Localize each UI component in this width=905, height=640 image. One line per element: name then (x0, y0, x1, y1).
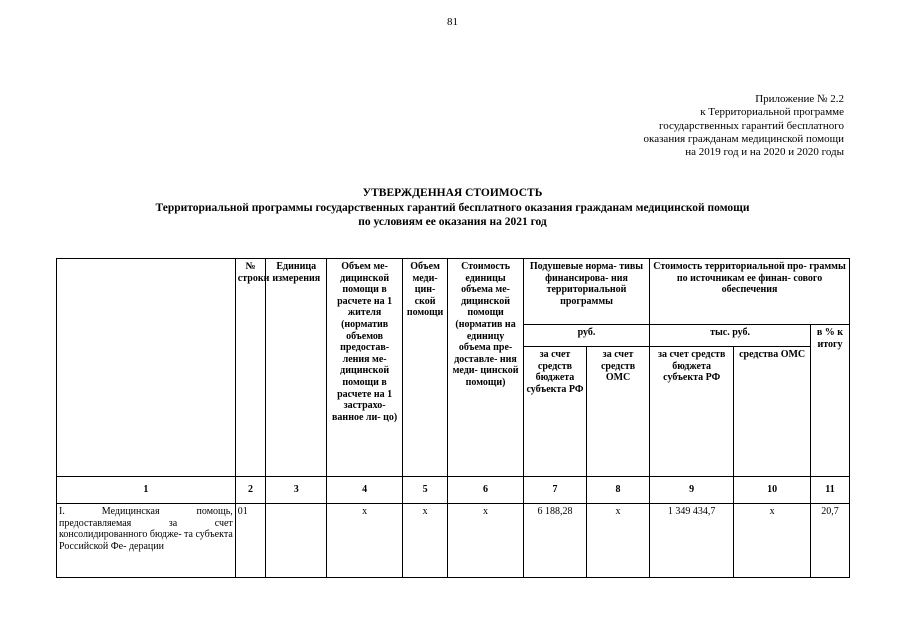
header-per-capita: Подушевые норма- тивы финансирова- ния территориальной программы (523, 259, 649, 325)
column-number: 10 (734, 477, 811, 504)
column-number: 7 (523, 477, 586, 504)
row-volume-per-resident: х (327, 504, 403, 578)
title-line-1: УТВЕРЖДЕННАЯ СТОИМОСТЬ (362, 187, 543, 199)
column-numbers-row (57, 477, 850, 504)
row-volume: х (402, 504, 447, 578)
header-volume-per-resident: Объем ме- дицинской помощи в расчете на 1 жителя (норматив объемов предостав- ления ме- дицинской помощи в расчете на 1 застрахо- ванное ли- цо) (327, 259, 403, 477)
header-name-cell (57, 259, 236, 477)
appendix-note (644, 93, 844, 159)
title-line-3: по условиям ее оказания на 2021 год (358, 216, 547, 228)
column-number: 4 (327, 477, 403, 504)
header-volume: Объем меди- цин- ской помощи (402, 259, 447, 477)
row-percent: 20,7 (811, 504, 850, 578)
column-number: 2 (235, 477, 265, 504)
header-rub: руб. (523, 325, 649, 347)
row-code: 01 (235, 504, 265, 578)
header-oms-rub: за счет средств ОМС (587, 347, 650, 477)
appendix-line: на 2019 год и на 2020 и 2020 годы (685, 146, 844, 159)
header-oms-thous: средства ОМС (734, 347, 811, 477)
row-per-capita-oms: х (587, 504, 650, 578)
page-number: 81 (447, 16, 458, 28)
header-thous-rub: тыс. руб. (650, 325, 811, 347)
cost-table (56, 258, 850, 578)
header-row-no: № строки (235, 259, 265, 477)
column-number: 8 (587, 477, 650, 504)
column-number: 9 (650, 477, 734, 504)
header-unit-cost: Стоимость единицы объема ме- дицинской помощи (норматив на единицу объема пре- доставле- ния меди- цинской помощи) (448, 259, 524, 477)
appendix-line: оказания гражданам медицинской помощи (643, 132, 844, 145)
appendix-line: Приложение № 2.2 (755, 93, 844, 105)
document-title (0, 186, 905, 230)
row-cost-oms: х (734, 504, 811, 578)
column-number: 6 (448, 477, 524, 504)
row-unit-cost: х (448, 504, 524, 578)
row-name: I. Медицинская помощь, предоставляемая за счет консолидированного бюдже- та субъекта Российской Фе- дерации (57, 504, 236, 578)
row-cost-budget: 1 349 434,7 (650, 504, 734, 578)
header-unit: Единица измерения (266, 259, 327, 477)
header-percent-total: в % к итогу (811, 325, 850, 477)
header-program-cost: Стоимость территориальной про- граммы по источникам ее финан- сового обеспечения (650, 259, 850, 325)
appendix-line: к Территориальной программе (700, 106, 844, 119)
header-budget-rub: за счет средств бюджета субъекта РФ (523, 347, 586, 477)
row-unit (266, 504, 327, 578)
column-number: 5 (402, 477, 447, 504)
column-number: 11 (811, 477, 850, 504)
appendix-line: государственных гарантий бесплатного (658, 119, 844, 132)
table-row (57, 504, 850, 578)
column-number: 1 (57, 477, 236, 504)
row-per-capita-budget: 6 188,28 (523, 504, 586, 578)
title-line-2: Территориальной программы государственных гарантий бесплатного оказания гражданам медицинской помощи (155, 201, 750, 214)
column-number: 3 (266, 477, 327, 504)
header-budget-thous: за счет средств бюджета субъекта РФ (650, 347, 734, 477)
